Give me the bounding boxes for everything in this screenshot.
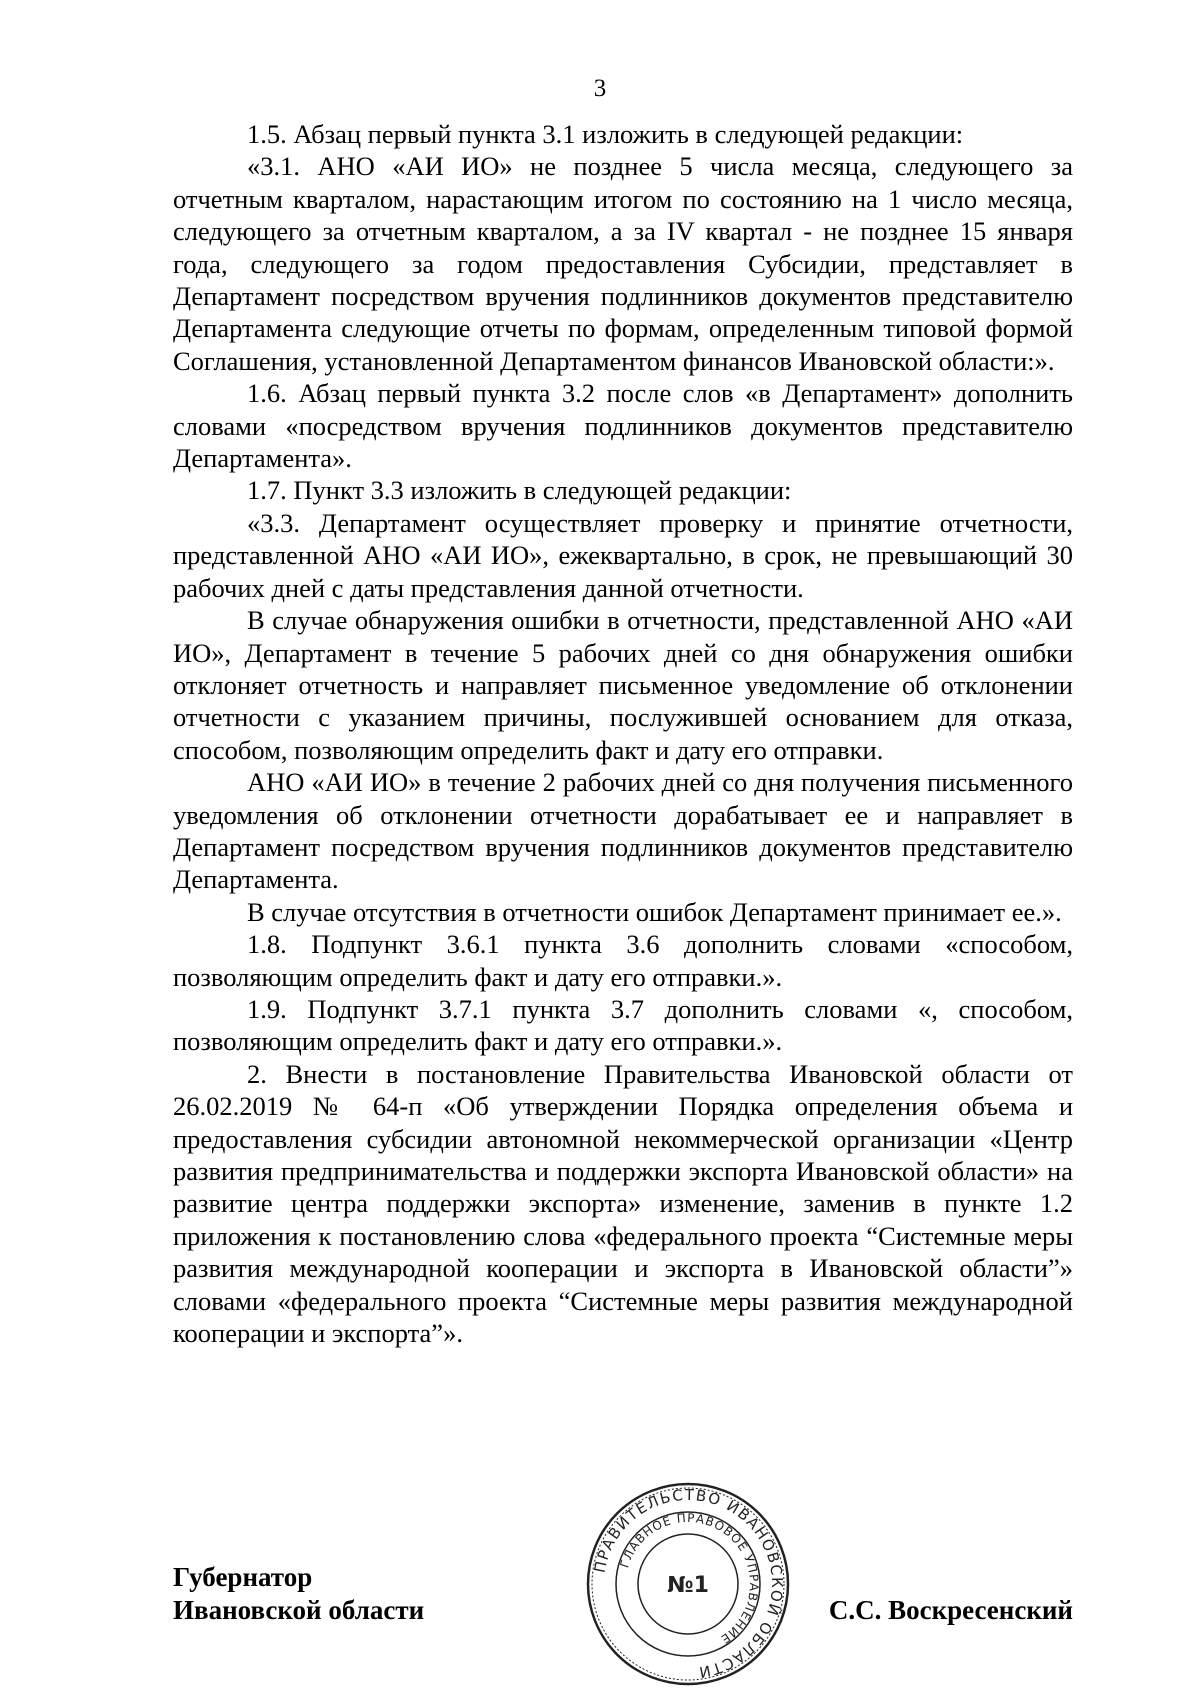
paragraph-3-1-quote: «3.1. АНО «АИ ИО» не позднее 5 числа месяца, следующего за отчетным кварталом, нарастающим итогом по состоянию на 1 число месяца, следующего за отчетным кварталом, а за IV квартал - не позднее 15 января года, следующего за годом предоставления Субсидии, представляет в Департамент посредством вручения подлинников документов представителю Департамента следующие отчеты по формам, определенным типовой формой Соглашения, установленной Департаментом финансов Ивановской области:». [173,151,1073,376]
paragraph-rework: АНО «АИ ИО» в течение 2 рабочих дней со дня получения письменного уведомления об отклонении отчетности дорабатывает ее и направляет в Департамент посредством вручения подлинников документов представителю Департамента. [173,767,1073,895]
paragraph-3-3-quote: «3.3. Департамент осуществляет проверку и принятие отчетности, представленной АНО «АИ ИО», ежеквартально, в срок, не превышающий 30 рабочих дней с даты представления данной отчетности. [173,507,1073,603]
stamp-outer-text: ПРАВИТЕЛЬСТВО ИВАНОВСКОЙ ОБЛАСТИ [590,1485,787,1682]
document-body [173,118,1073,1349]
paragraph-2: 2. Внести в постановление Правительства Ивановской области от 26.02.2019 № 64-п «Об утверждении Порядка определения объема и предоставления субсидии автономной некоммерческой организации «Центр развития предпринимательства и поддержки экспорта Ивановской области» на развитие центра поддержки экспорта» изменение, заменив в пункте 1.2 приложения к постановлению слова «федерального проекта “Системные меры развития международной кооперации и экспорта в Ивановской области”» словами «федерального проекта “Системные меры развития международной кооперации и экспорта”». [173,1058,1073,1349]
stamp-inner-text: ГЛАВНОЕ ПРАВОВОЕ УПРАВЛЕНИЕ [617,1510,762,1647]
paragraph-no-errors: В случае отсутствия в отчетности ошибок Департамент принимает ее.». [247,896,1062,927]
official-stamp [584,1480,792,1688]
paragraph-1-7: 1.7. Пункт 3.3 изложить в следующей редакции: [247,475,792,506]
paragraph-1-6: 1.6. Абзац первый пункта 3.2 после слов «в Департамент» дополнить словами «посредством вручения подлинников документов представителю Департамента». [173,378,1073,474]
paragraph-error-case: В случае обнаружения ошибки в отчетности, представленной АНО «АИ ИО», Департамент в течение 5 рабочих дней со дня обнаружения ошибки отклоняет отчетность и направляет письменное уведомление об отклонении отчетности с указанием причины, послужившей основанием для отказа, способом, позволяющим определить факт и дату его отправки. [173,605,1073,765]
paragraph-1-9: 1.9. Подпункт 3.7.1 пункта 3.7 дополнить словами «, способом, позволяющим определить факт и дату его отправки.». [173,993,1073,1057]
paragraph-1-5: 1.5. Абзац первый пункта 3.1 изложить в следующей редакции: [247,119,964,149]
signature-region: Ивановской области [173,1595,425,1625]
paragraph-1-8: 1.8. Подпункт 3.6.1 пункта 3.6 дополнить словами «способом, позволяющим определить факт и дату его отправки.». [173,929,1073,992]
stamp-center-number: №1 [667,1573,709,1598]
signature-name: С.С. Воскресенский [828,1595,1073,1625]
page-number: 3 [593,75,607,102]
signature-title: Губернатор [173,1562,313,1592]
